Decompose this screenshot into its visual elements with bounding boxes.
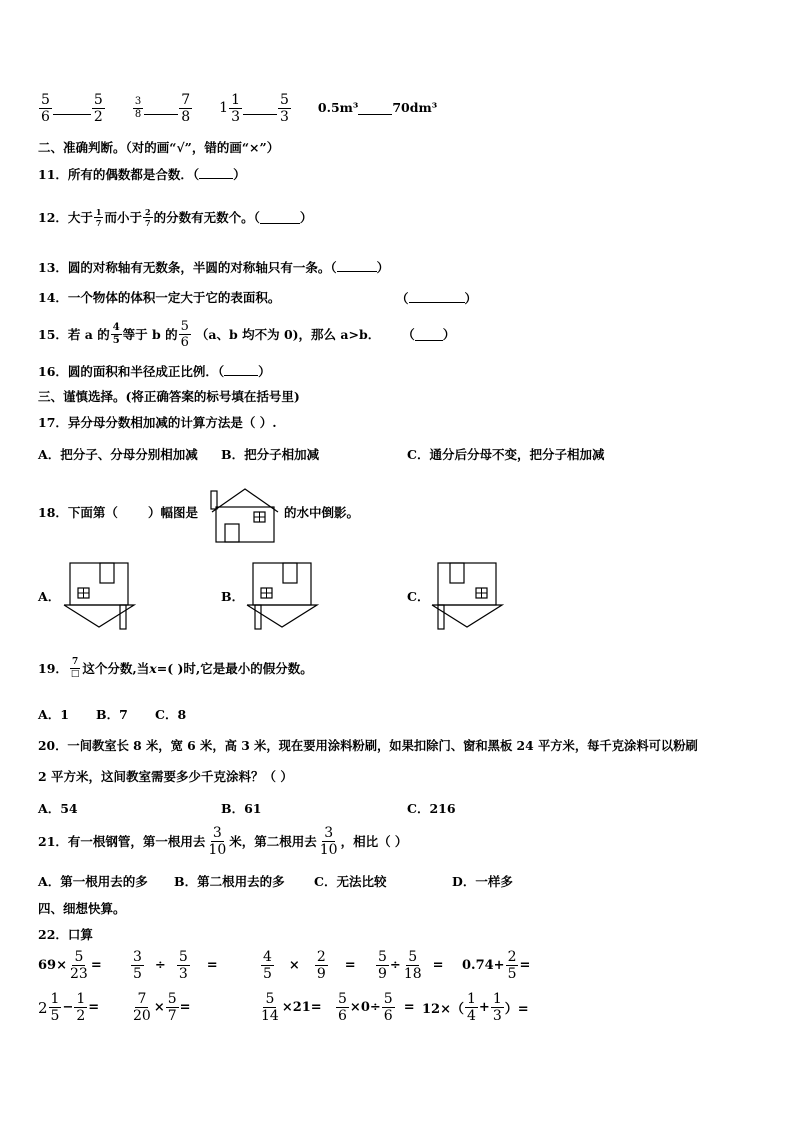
calc-expression-2: $\frac{3}{5}$ ÷ $\frac{5}{3}$ = — [133, 949, 218, 982]
answer-blank[interactable] — [260, 211, 300, 224]
reflection-a-icon[interactable] — [62, 561, 136, 631]
answer-blank[interactable] — [358, 102, 392, 115]
q19-option-c[interactable]: C．8 — [155, 707, 187, 722]
q19-option-a[interactable]: A．1 — [38, 707, 69, 722]
fraction: $\frac{7}{20}$ — [133, 991, 151, 1024]
fraction: $\frac{5}{14}$ — [261, 991, 279, 1024]
calc-expression-5: 0.74+ $\frac{2}{5}$ = — [462, 949, 531, 982]
q20-option-c[interactable]: C．216 — [407, 801, 456, 816]
question-13: 13．圆的对称轴有无数条，半圆的对称轴只有一条。（ ） — [38, 260, 390, 275]
q21-option-c[interactable]: C．无法比较 — [314, 874, 387, 889]
answer-blank[interactable] — [409, 290, 465, 303]
fraction: $\frac{5}{18}$ — [403, 949, 422, 982]
fraction: $\frac{2}{7}$ — [145, 207, 151, 228]
fraction: $\frac{5}{2}$ — [93, 91, 103, 125]
question-20-line-2: 2 平方米，这间教室需要多少千克涂料？（ ） — [38, 769, 293, 784]
fraction: $\frac{1}{3}$ — [492, 991, 502, 1024]
answer-blank[interactable] — [224, 363, 258, 376]
fraction: $\frac{1}{4}$ — [466, 991, 476, 1024]
question-14: 14．一个物体的体积一定大于它的表面积。 — [38, 290, 281, 305]
fraction: $\frac{3}{10}$ — [208, 825, 227, 858]
fraction: $\frac{5}{23}$ — [69, 949, 88, 982]
question-18-stem-b: ）幅图是 — [148, 505, 199, 520]
reflection-b-icon[interactable] — [245, 561, 319, 631]
calc-expression-4: $\frac{5}{9}$ ÷ $\frac{5}{18}$ = — [378, 949, 444, 982]
answer-blank[interactable] — [337, 259, 377, 272]
section-4-heading: 四、细想快算。 — [38, 901, 126, 916]
fraction: $\frac{3}{10}$ — [319, 825, 338, 858]
fraction: $\frac{7}{□}$ — [70, 657, 80, 679]
question-17-stem: 17．异分母分数相加减的计算方法是（ ）. — [38, 415, 277, 430]
q21-option-d[interactable]: D．一样多 — [452, 874, 513, 889]
fraction: $\frac{5}{6}$ — [383, 991, 393, 1024]
question-11: 11．所有的偶数都是合数．（ ） — [38, 167, 246, 182]
fraction: $\frac{3}{5}$ — [133, 949, 142, 982]
question-16: 16．圆的面积和半径成正比例．（ ） — [38, 364, 271, 379]
q20-option-b[interactable]: B．61 — [221, 801, 262, 816]
question-number: 19． — [38, 660, 68, 676]
question-22-title: 22．口算 — [38, 927, 93, 942]
fraction: $\frac{5}{6}$ — [180, 319, 189, 350]
volume-left: 0.5m³ — [317, 100, 359, 115]
fraction: $\frac{2}{5}$ — [507, 949, 517, 982]
calc-expression-1: 69× $\frac{5}{23}$ = — [38, 949, 102, 982]
fraction: $\frac{5}{3}$ — [178, 949, 188, 982]
section-3-heading: 三、谨慎选择。(将正确答案的标号填在括号里) — [38, 389, 300, 404]
calc-expression-9: $\frac{5}{6}$ ×0÷ $\frac{5}{6}$ = — [338, 991, 415, 1024]
house-icon — [209, 486, 281, 544]
answer-blank[interactable] — [243, 102, 277, 115]
q17-option-b[interactable]: B．把分子相加减 — [221, 447, 320, 462]
fraction: $\frac{3}{8}$ — [134, 95, 142, 120]
fraction: $\frac{4}{5}$ — [263, 949, 272, 982]
fraction: $\frac{2}{9}$ — [316, 949, 326, 982]
answer-blank[interactable] — [144, 102, 178, 115]
question-21: 21．有一根钢管，第一根用去 $\frac{3}{10}$ 米，第二根用去 $\frac{3}{10}$ ，相比（ ） — [38, 825, 408, 858]
compare-row — [38, 90, 437, 126]
q18-option-c[interactable]: C． — [407, 589, 430, 604]
question-18-stem-a: 18．下面第（ — [38, 505, 118, 520]
calc-expression-3: $\frac{4}{5}$ × $\frac{2}{9}$ = — [263, 949, 356, 982]
fraction: $\frac{5}{7}$ — [167, 991, 177, 1024]
q21-option-b[interactable]: B．第二根用去的多 — [174, 874, 285, 889]
calc-expression-8: $\frac{5}{14}$ ×21= — [261, 991, 322, 1024]
fraction: $\frac{7}{8}$ — [181, 91, 191, 125]
question-18-stem-c: 的水中倒影。 — [284, 505, 360, 520]
fraction: $\frac{5}{6}$ — [338, 991, 347, 1024]
q20-option-a[interactable]: A．54 — [38, 801, 78, 816]
q21-option-a[interactable]: A．第一根用去的多 — [38, 874, 148, 889]
answer-blank[interactable] — [199, 166, 233, 179]
question-15: 15．若 a 的 $\frac{4}{5}$ 等于 b 的 $\frac{5}{6}$ （a、b 均不为 0)，那么 a>b． （ ） — [38, 319, 456, 350]
fraction: $\frac{1}{2}$ — [76, 991, 86, 1024]
calc-expression-7: $\frac{7}{20}$ × $\frac{5}{7}$ = — [133, 991, 191, 1024]
answer-blank[interactable] — [415, 328, 443, 341]
answer-blank[interactable] — [53, 102, 91, 115]
q18-option-b[interactable]: B． — [221, 589, 245, 604]
q17-option-c[interactable]: C．通分后分母不变，把分子相加减 — [407, 447, 605, 462]
q18-option-a[interactable]: A． — [38, 589, 61, 604]
mixed-number: 1 $\frac{1}{3}$ — [219, 91, 240, 125]
fraction: $\frac{5}{3}$ — [279, 91, 289, 125]
q17-option-a[interactable]: A．把分子、分母分别相加减 — [38, 447, 198, 462]
calc-expression-10: 12×（ $\frac{1}{4}$ + $\frac{1}{3}$ ）= — [422, 991, 529, 1024]
question-12: 12．大于 $\frac{1}{7}$ 而小于 $\frac{2}{7}$ 的分数有无数个。（ ） — [38, 207, 313, 228]
question-19: 19． $\frac{7}{□}$ 这个分数,当 x =( )时,它是最小的假分数。 — [38, 657, 313, 679]
fraction: $\frac{1}{5}$ — [50, 991, 60, 1024]
fraction: $\frac{1}{3}$ — [231, 91, 240, 125]
fraction: $\frac{5}{9}$ — [378, 949, 387, 982]
question-20-line-1: 20．一间教室长 8 米，宽 6 米，高 3 米，现在要用涂料粉刷，如果扣除门、窗和黑板 24 平方米，每千克涂料可以粉刷 — [38, 738, 698, 753]
reflection-c-icon[interactable] — [430, 561, 504, 631]
calc-expression-6: 2 $\frac{1}{5}$ − $\frac{1}{2}$ = — [38, 991, 100, 1024]
question-14-answer: （ ） — [396, 291, 478, 306]
fraction: $\frac{4}{5}$ — [112, 322, 120, 346]
fraction: $\frac{1}{7}$ — [95, 207, 102, 228]
q19-option-b[interactable]: B．7 — [96, 707, 128, 722]
section-2-heading: 二、准确判断。（对的画“√”，错的画“×”） — [38, 140, 280, 155]
volume-right: 70dm³ — [392, 100, 438, 115]
fraction: $\frac{5}{6}$ — [41, 91, 50, 125]
